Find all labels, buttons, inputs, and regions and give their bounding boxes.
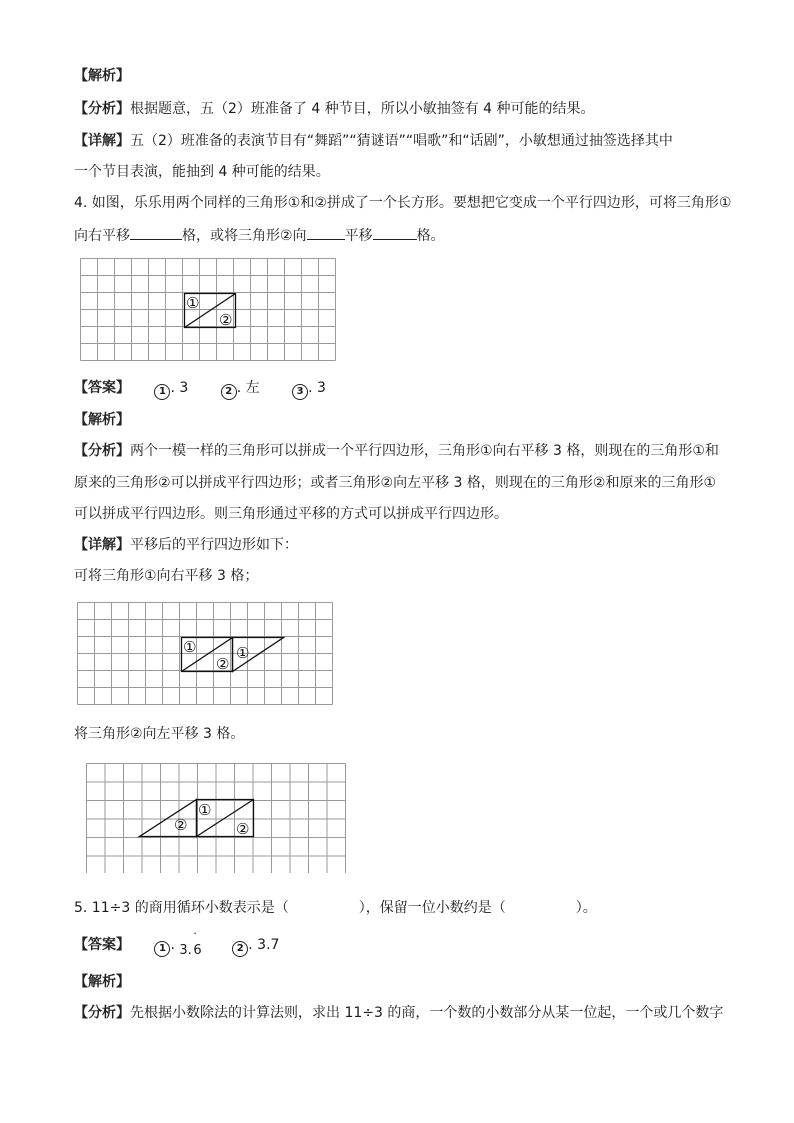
shifted-triangle-1-label: ① <box>236 644 250 662</box>
triangle-2-label: ② <box>236 820 250 838</box>
step-1-text: 可将三角形①向右平移 3 格； <box>74 568 259 584</box>
triangle-1-label: ① <box>183 638 197 656</box>
detail-text-line1: 【详解】五（2）班准备的表演节目有“舞蹈”“猜谜语”“唱歌”和“话剧”，小敏想通过抽签选择其中 <box>74 133 673 149</box>
triangle-2-label: ② <box>216 655 230 673</box>
question-4-line2: 向右平移 格，或将三角形②向 平移 格。 <box>74 225 445 246</box>
detail-line: 【详解】平移后的平行四边形如下： <box>74 537 298 553</box>
analysis-line: 【分析】先根据小数除法的计算法则，求出 11÷3 的商，一个数的小数部分从某一位起，一个或几个数字 <box>74 1005 724 1021</box>
question-5-line1: 5. 11÷3 的商用循环小数表示是（ ），保留一位小数约是（ ）。 <box>74 900 597 916</box>
repeating-decimal: 3. · 6 <box>179 927 202 958</box>
triangle-2-label: ② <box>219 311 233 329</box>
answer-marker-2: 2 <box>221 384 237 400</box>
analysis-line2: 原来的三角形②可以拼成平行四边形；或者三角形②向左平移 3 格，则现在的三角形②和原来的三角形① <box>74 475 717 491</box>
answer-row-q4: 【答案】 1 . 3 2 . 左 3 . 3 <box>74 378 326 400</box>
blank-1 <box>130 225 182 240</box>
section-label-jiexi: 【解析】 <box>74 974 130 990</box>
answer-marker-1: 1 <box>154 384 170 400</box>
triangle-1-label: ① <box>186 294 200 312</box>
detail-text-line2: 一个节目表演，能抽到 4 种可能的结果。 <box>74 164 330 180</box>
section-label-jiexi: 【解析】 <box>74 68 130 84</box>
analysis-text: 【分析】根据题意，五（2）班准备了 4 种节目，所以小敏抽签有 4 种可能的结果。 <box>74 101 595 117</box>
blank-2 <box>307 225 345 240</box>
blank-3 <box>373 225 417 240</box>
grid-figure-original <box>80 258 338 364</box>
triangle-1-label: ① <box>198 801 212 819</box>
answer-row-q5: 【答案】 1 . 3. · 6 2 . 3.7 <box>74 927 280 958</box>
grid-figure-shift-left <box>86 763 366 873</box>
repeat-dot: · <box>193 927 197 940</box>
answer-marker-2: 2 <box>232 941 248 957</box>
grid-figure-shift-right <box>77 602 335 706</box>
answer-marker-3: 3 <box>292 384 308 400</box>
question-4-line1: 4. 如图，乐乐用两个同样的三角形①和②拼成了一个长方形。要想把它变成一个平行四边形，可将三角形① <box>74 195 732 211</box>
analysis-line1: 【分析】两个一模一样的三角形可以拼成一个平行四边形，三角形①向右平移 3 格，则现在的三角形①和 <box>74 443 719 459</box>
section-label-jiexi: 【解析】 <box>74 412 130 428</box>
shifted-triangle-2-label: ② <box>174 816 188 834</box>
analysis-line3: 可以拼成平行四边形。则三角形通过平移的方式可以拼成平行四边形。 <box>74 506 508 522</box>
answer-marker-1: 1 <box>154 941 170 957</box>
step-2-text: 将三角形②向左平移 3 格。 <box>74 726 245 742</box>
